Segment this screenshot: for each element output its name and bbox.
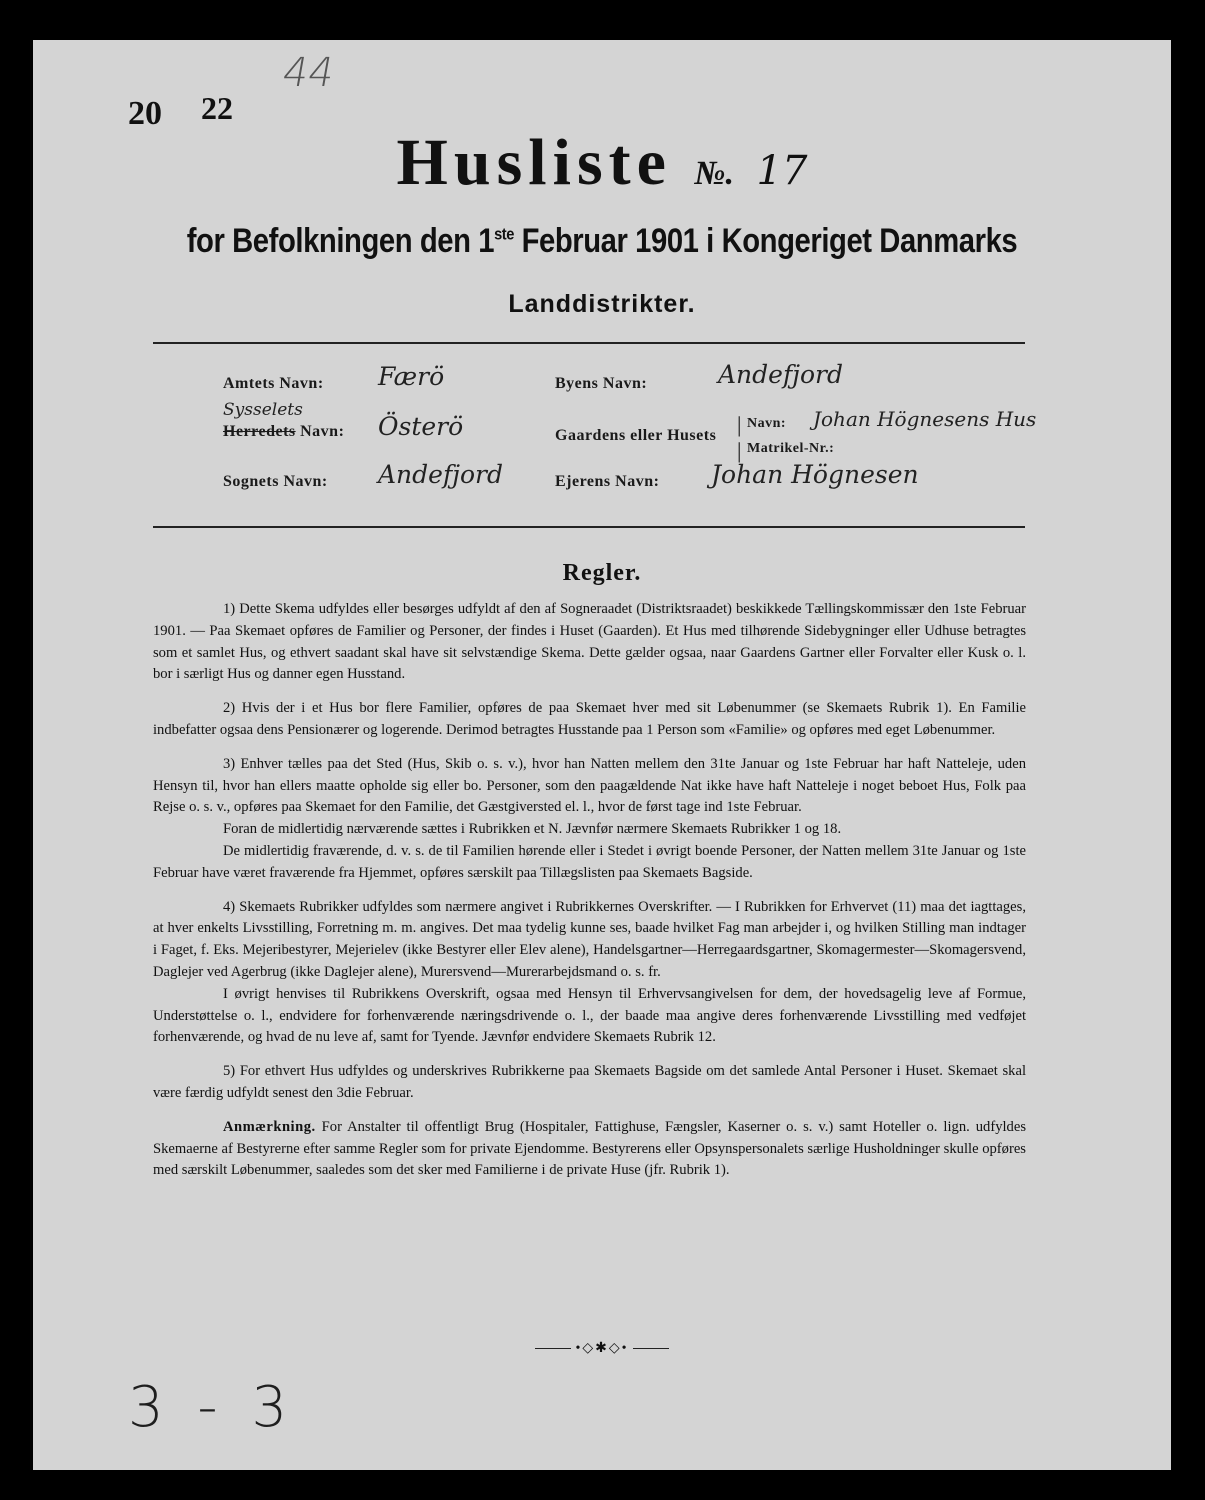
amt-value: Færö bbox=[378, 362, 445, 391]
herred-correction: Sysselets bbox=[223, 400, 303, 420]
form-page-number: 22 bbox=[201, 90, 233, 126]
brace-mark: | bbox=[737, 412, 742, 437]
by-value: Andefjord bbox=[718, 360, 843, 389]
ejer-value: Johan Högnesen bbox=[711, 460, 919, 489]
amt-label: Amtets Navn: bbox=[223, 375, 324, 392]
pencil-annotation-number: 44 bbox=[278, 50, 338, 96]
sogn-value: Andefjord bbox=[378, 460, 503, 489]
rule-3: 3) Enhver tælles paa det Sted (Hus, Skib o. s. v.), hvor han Natten mellem den 31te Januar og 1ste Februar har haft Natteleje, uden Hensyn til, hvor han ellers maatte opholde sig eller bo. Personer, som den paagældende Nat ikke have haft Natteleje i noget beboet Hus, Folk paa Rejse o. s. v., opføres paa Skemaet for den Familie, det Gæstgiversted el. l., hvor de først tage ind 1ste Februar. bbox=[153, 755, 1026, 816]
rule-4b: I øvrigt henvises til Rubrikkens Overskrift, ogsaa med Hensyn til Erhvervsangivelsen for dem, der hovedsagelig leve af Formue, Understøttelse o. l., endvidere for forhenværende næringsdrivende o. l., der baade maa angive deres forhenværende Livsstilling med vedføjet forhenværende, og hvad de nu leve af, samt for Tyende. Jævnfør endvidere Skemaets Rubrik 12. bbox=[153, 985, 1026, 1046]
note-label: Anmærkning. bbox=[223, 1118, 316, 1135]
herred-label-rest: Navn: bbox=[295, 423, 345, 440]
rule-2: 2) Hvis der i et Hus bor flere Familier, opføres de paa Skemaet hver med sit Løbenummer (se Skemaets Rubrik 1). En Familie indbefatter ogsaa dens Pensionærer og logerende. Derimod betragtes Husstande paa 1 Person som «Familie» og opføres med eget Løbenummer. bbox=[153, 700, 1026, 738]
divider-top bbox=[153, 342, 1025, 344]
ornament-divider bbox=[33, 1340, 1171, 1357]
rule-5: 5) For ethvert Hus udfyldes og underskrives Rubrikkerne paa Skemaets Bagside om det samlede Antal Personer i Huset. Skemaet skal være færdig udfyldt senest den 3die Februar. bbox=[153, 1063, 1026, 1101]
gaard-label: Gaardens eller Husets bbox=[555, 427, 717, 444]
form-title: Husliste bbox=[396, 126, 672, 199]
number-label: №. bbox=[694, 155, 735, 192]
rule-3c: De midlertidig fraværende, d. v. s. de til Familien hørende eller i Stedet i øvrigt boende Personer, der Natten mellem 31te Januar og 1ste Februar have været fraværende fra Hjemmet, opføres særskilt paa Tillægslisten paa Skemaets Bagside. bbox=[153, 842, 1026, 881]
ornament-line-left bbox=[535, 1348, 571, 1349]
subtitle-sup: ste bbox=[494, 224, 514, 244]
brace-mark-2: | bbox=[737, 438, 742, 463]
form-subtitle-district: Landdistrikter. bbox=[508, 290, 696, 318]
herred-label-struck: Herredets bbox=[223, 423, 296, 440]
subtitle-part2: Februar 1901 i Kongeriget Danmarks bbox=[513, 222, 1018, 260]
rule-4: 4) Skemaets Rubrikker udfyldes som nærmere angivet i Rubrikkernes Overskrifter. — I Rubrikken for Erhvervet (11) maa det iagttages, at hver enkelts Livsstilling, Forretning m. m. angives. Det maa tydelig kunne ses, baade hvilket Fag man arbejder i, og hvilken Stilling man indtager i Faget, f. Eks. Mejeribestyrer, Mejerielev (ikke Bestyrer eller Elev alene), Handelsgartner—Herregaardsgartner, Skomagermester—Skomagersvend, Daglejer ved Agerbrug (ikke Daglejer alene), Murersvend—Murerarbejdsmand o. s. fr. bbox=[153, 898, 1026, 980]
form-subtitle bbox=[113, 222, 1092, 261]
rules-title: Regler. bbox=[562, 560, 642, 586]
divider-bottom bbox=[153, 526, 1025, 528]
subtitle-part1: for Befolkningen den 1 bbox=[186, 222, 495, 260]
herred-label bbox=[223, 423, 344, 441]
rules-body bbox=[153, 599, 1026, 1194]
note-text: For Anstalter til offentligt Brug (Hospitaler, Fattighuse, Fængsler, Kaserner o. s. v.) samt Hoteller o. lign. udfyldes Skemaerne af Bestyrerne efter samme Regler som for private Ejendomme. Bestyrerens eller Opsynspersonalets særlige Husholdninger skulle opføres med særskilt Løbenummer, saaledes som det sker med Familierne i de private Huse (jfr. Rubrik 1). bbox=[153, 1118, 1026, 1179]
ornament-line-right bbox=[633, 1348, 669, 1349]
pencil-archive-code: 3 - 3 bbox=[128, 1375, 296, 1440]
census-form-sheet bbox=[33, 40, 1171, 1470]
rule-3b: Foran de midlertidig nærværende sættes i Rubrikken et N. Jævnfør nærmere Skemaets Rubrikker 1 og 18. bbox=[223, 821, 842, 838]
house-number-handwritten: 17 bbox=[756, 148, 808, 194]
matrikel-label: Matrikel-Nr.: bbox=[747, 441, 835, 456]
sogn-label: Sognets Navn: bbox=[223, 473, 328, 490]
ejer-label: Ejerens Navn: bbox=[555, 473, 660, 490]
rule-note bbox=[153, 1117, 1026, 1182]
form-title-line bbox=[33, 125, 1171, 201]
herred-value: Österö bbox=[378, 412, 464, 441]
gaard-navn-label: Navn: bbox=[747, 416, 787, 431]
gaard-navn-value: Johan Högnesens Hus bbox=[813, 407, 1037, 431]
ornament-glyph: •◇✱◇• bbox=[575, 1341, 629, 1356]
form-number-prefix: 20 bbox=[128, 95, 162, 132]
rule-1: 1) Dette Skema udfyldes eller besørges udfyldt af den af Sogneraadet (Distriktsraadet) beskikkede Tællingskommissær den 1ste Februar 1901. — Paa Skemaet opføres de Familier og Personer, der findes i Huset (Gaarden). Et Hus med tilhørende Sidebygninger eller Udhuse betragtes som et samlet Hus, og ethvert saadant skal have sit selvstændige Skema. Dette gælder ogsaa, naar Gaardens Gartner eller Forvalter eller Kusk o. l. bor i særligt Hus og danner egen Husstand. bbox=[153, 601, 1026, 683]
by-label: Byens Navn: bbox=[555, 375, 648, 392]
